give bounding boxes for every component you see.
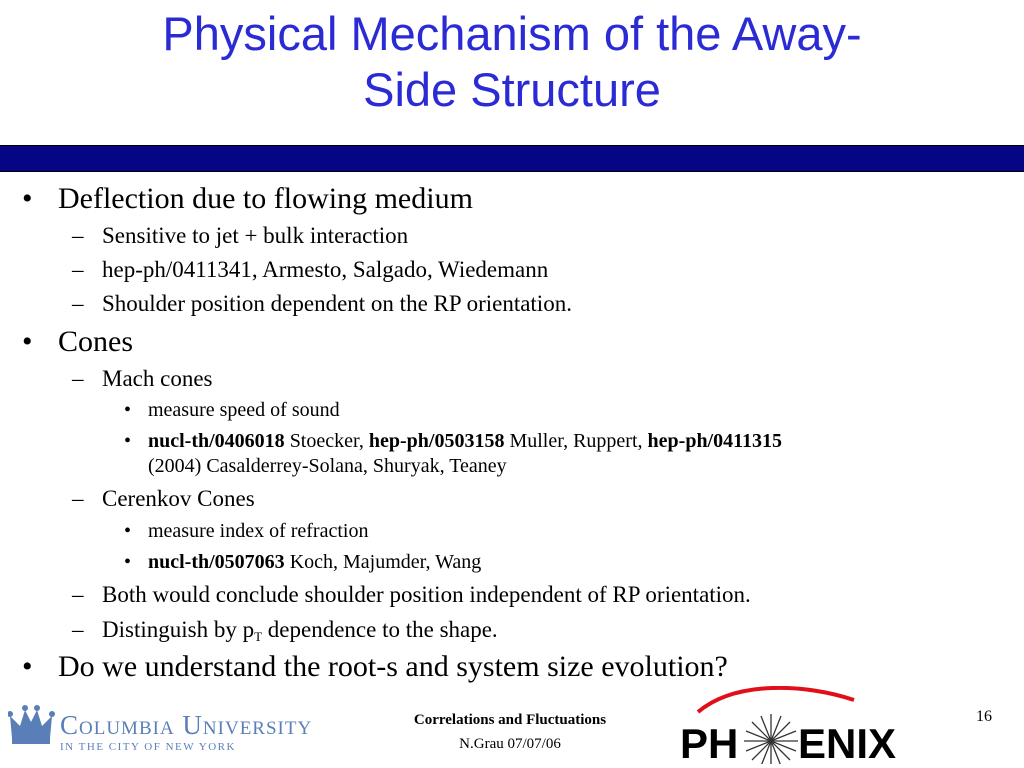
title-divider-bar bbox=[0, 145, 1024, 172]
bullet-dot: • bbox=[22, 182, 33, 215]
slide-footer bbox=[360, 708, 660, 756]
footer-author-date: N.Grau 07/07/06 bbox=[459, 736, 561, 752]
title-line-2: Side Structure bbox=[363, 63, 661, 116]
phenix-swoosh bbox=[698, 688, 854, 712]
page-number: 16 bbox=[976, 708, 992, 725]
footer-talk-title: Correlations and Fluctuations bbox=[413, 712, 607, 728]
columbia-wordmark: Columbia University bbox=[60, 710, 313, 740]
crown-icon bbox=[8, 705, 55, 744]
phenix-logo bbox=[676, 686, 908, 764]
phenix-wordmark-left: PH bbox=[680, 720, 739, 764]
title-line-1: Physical Mechanism of the Away- bbox=[162, 7, 862, 60]
bullet-dot: • bbox=[22, 650, 33, 683]
phenix-wordmark-right: ENIX bbox=[798, 720, 897, 764]
slide-title bbox=[0, 6, 1024, 118]
columbia-subtitle: IN THE CITY OF NEW YORK bbox=[60, 741, 236, 753]
starburst-icon bbox=[744, 714, 798, 764]
bullet-dot: • bbox=[22, 325, 33, 358]
columbia-logo bbox=[8, 704, 348, 754]
